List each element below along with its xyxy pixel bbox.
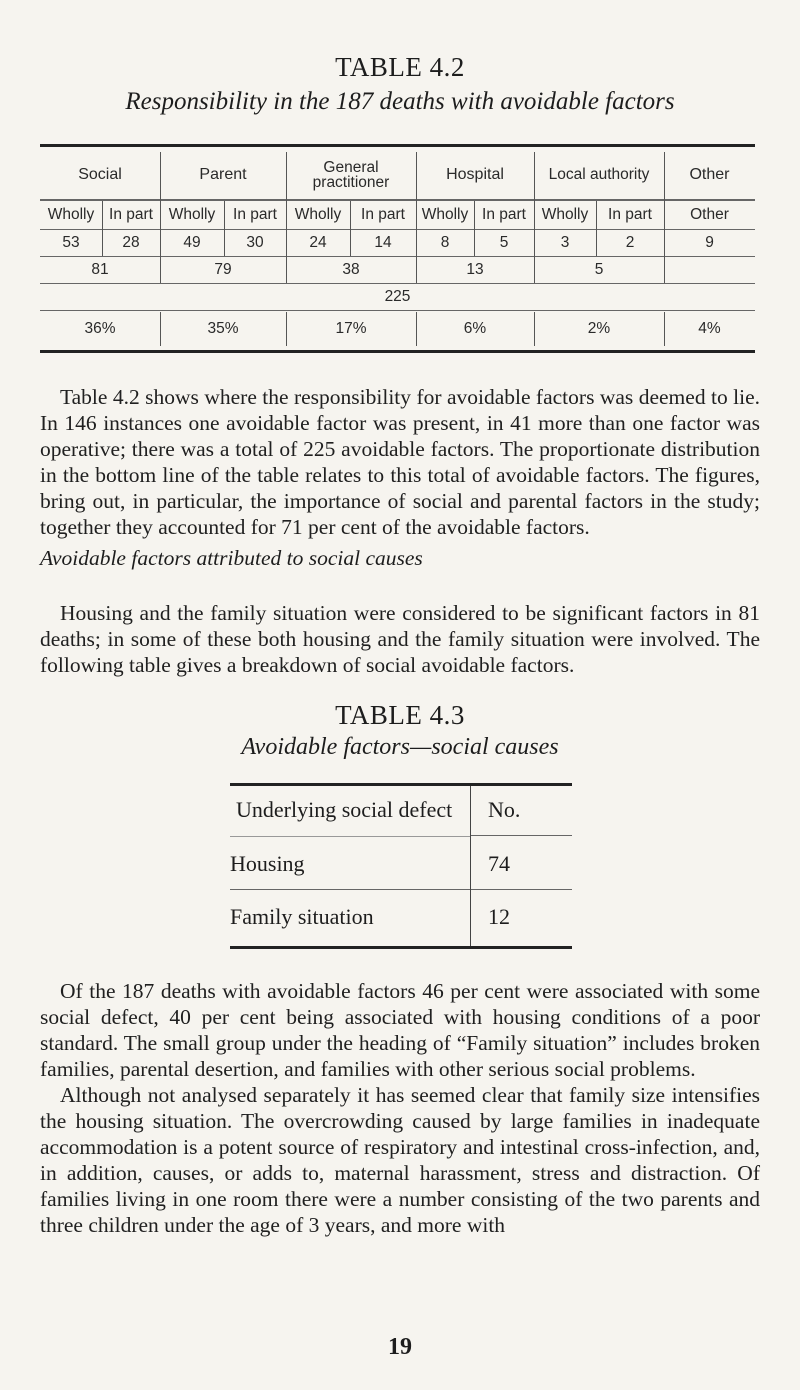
percentage-cell: 6% — [463, 320, 487, 338]
subheader-gp-in-part: In part — [361, 206, 405, 224]
group-total-cell: 13 — [466, 261, 484, 279]
group-total-cell — [664, 257, 755, 283]
count-cell: 2 — [625, 234, 635, 252]
divider — [230, 836, 470, 837]
table-4-2-subheader-row — [40, 201, 755, 229]
section-heading: Avoidable factors attributed to social causes — [40, 546, 423, 570]
subheader-other: Other — [690, 206, 729, 224]
count-cell: 53 — [62, 234, 80, 252]
count-cell: 3 — [560, 234, 570, 252]
header-general-practitioner: General practitioner — [312, 158, 390, 191]
count-cell: 8 — [440, 234, 450, 252]
table-4-2-counts-row — [40, 230, 755, 256]
header-social: Social — [78, 166, 122, 183]
column-divider — [664, 312, 665, 346]
paragraph-2: Housing and the family situation were considered to be significant factors in 81 deaths; in some of these both housing and the family situation were involved. The following table gives a breakdown of social avoidable factors. — [40, 601, 760, 677]
table-4-2-title: TABLE 4.2 — [335, 52, 465, 82]
column-divider — [350, 201, 351, 256]
column-divider — [416, 152, 417, 283]
paragraph-3: Of the 187 deaths with avoidable factors 46 per cent were associated with some social defect, 40 per cent being associated with housing conditions of a poor standard. The small group under the heading of “Family situation” includes broken families, parental desertion, and families with other serious social problems. — [40, 979, 760, 1081]
percentage-cell: 2% — [587, 320, 611, 338]
subheader-social-wholly: Wholly — [47, 206, 95, 224]
column-divider — [474, 201, 475, 256]
header-other: Other — [689, 166, 730, 183]
column-divider — [286, 312, 287, 346]
group-total-cell: 38 — [342, 261, 360, 279]
percentage-cell: 35% — [207, 320, 239, 338]
table-4-3-top-rule — [230, 783, 572, 786]
subheader-hospital-wholly: Wholly — [421, 206, 469, 224]
table-4-3-row-value: 74 — [488, 851, 510, 876]
subheader-hospital-in-part: In part — [482, 206, 526, 224]
count-cell: 9 — [705, 234, 714, 252]
table-4-2-top-rule — [40, 144, 755, 147]
subheader-la-wholly: Wholly — [541, 206, 589, 224]
table-4-3-row-value: 12 — [488, 904, 510, 929]
count-cell: 5 — [499, 234, 509, 252]
table-4-2-group-totals-row — [40, 257, 755, 283]
table-4-3-row-label: Housing — [230, 851, 305, 876]
grand-total: 225 — [384, 288, 411, 306]
header-parent: Parent — [199, 166, 247, 183]
subheader-social-in-part: In part — [109, 206, 153, 224]
percentage-cell: 4% — [698, 320, 721, 338]
divider — [40, 310, 755, 311]
table-4-3-row-label: Family situation — [230, 904, 374, 929]
table-4-2-group-header-row — [40, 152, 755, 198]
column-divider — [286, 152, 287, 283]
subheader-gp-wholly: Wholly — [294, 206, 342, 224]
subheader-parent-wholly: Wholly — [168, 206, 216, 224]
header-local-authority: Local authority — [548, 166, 650, 184]
percentage-cell: 17% — [335, 320, 367, 338]
column-divider — [160, 312, 161, 346]
subheader-parent-in-part: In part — [233, 206, 277, 224]
percentage-cell: 36% — [84, 320, 116, 338]
column-divider — [102, 201, 103, 256]
column-divider — [160, 152, 161, 283]
table-4-2-percentages-row — [40, 312, 755, 346]
table-4-2-grand-total-row — [40, 284, 755, 310]
divider — [230, 889, 572, 890]
column-divider — [596, 201, 597, 256]
group-total-cell: 81 — [91, 261, 109, 279]
table-4-2-bottom-rule — [40, 350, 755, 353]
count-cell: 28 — [122, 234, 140, 252]
count-cell: 14 — [374, 234, 392, 252]
column-divider — [664, 152, 665, 283]
column-divider — [416, 312, 417, 346]
paragraph-4: Although not analysed separately it has seemed clear that family size intensifies the housing situation. The overcrowding caused by large families in inadequate accommodation is a potent source of respiratory and intestinal cross-infection, and, in addition, causes, or adds to, maternal harassment, stress and distraction. Of families living in one room there were a number consisting of the two parents and three children under the age of 3 years, and more with — [40, 1083, 760, 1237]
page-number: 19 — [388, 1334, 412, 1360]
divider — [470, 835, 572, 836]
count-cell: 30 — [246, 234, 264, 252]
column-divider — [224, 201, 225, 256]
table-4-3-header-right: No. — [488, 797, 521, 822]
table-4-3-header-left: Underlying social defect — [236, 797, 453, 822]
count-cell: 49 — [183, 234, 201, 252]
group-total-cell: 5 — [594, 261, 604, 279]
column-divider — [534, 312, 535, 346]
table-4-3-subtitle: Avoidable factors—social causes — [241, 734, 559, 760]
table-4-3-bottom-rule — [230, 946, 572, 949]
paragraph-1: Table 4.2 shows where the responsibility for avoidable factors was deemed to lie. In 146 instances one avoidable factor was present, in 41 more than one factor was operative; there was a total of 225 avoidable factors. The proportionate distribution in the bottom line of the table relates to this total of avoidable factors. The figures, bring out, in particular, the importance of social and parental factors in the study; together they accounted for 71 per cent of the avoidable factors. — [40, 385, 760, 539]
subheader-la-in-part: In part — [608, 206, 652, 224]
column-divider — [470, 786, 471, 946]
count-cell: 24 — [309, 234, 327, 252]
table-4-2-subtitle: Responsibility in the 187 deaths with avoidable factors — [125, 88, 675, 115]
column-divider — [534, 152, 535, 283]
table-4-3-title: TABLE 4.3 — [335, 700, 465, 730]
group-total-cell: 79 — [214, 261, 232, 279]
header-hospital: Hospital — [446, 166, 504, 183]
